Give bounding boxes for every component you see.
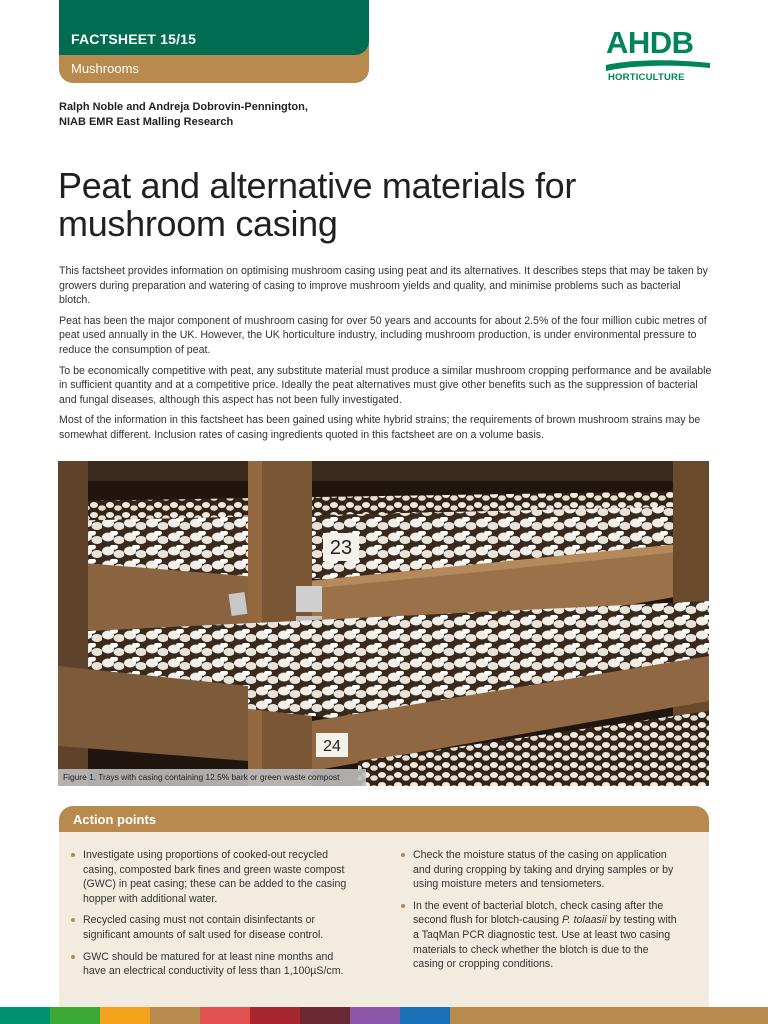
bullet-icon <box>71 918 75 922</box>
bullet-icon <box>401 853 405 857</box>
intro-paragraph: This factsheet provides information on optimising mushroom casing using peat and its alternatives. It describes steps that may be taken by growers during preparation and watering of casing to improve mushroom yields and quality, and minimise problems such as bacterial blotch. <box>59 265 708 307</box>
action-point-text: Check the moisture status of the casing on application and during cropping by taking and drying samples or by using moisture meters and tensiometers. <box>413 849 674 891</box>
action-points-heading: Action points <box>73 812 157 827</box>
color-strip-segment <box>350 1007 400 1024</box>
authors-names: Ralph Noble and Andreja Dobrovin-Pennington, <box>59 101 308 113</box>
action-points-box <box>59 806 709 1024</box>
logo-subtitle: HORTICULTURE <box>608 72 685 83</box>
action-point-text-end: by testing with a TaqMan PCR diagnostic test. Use at least two casing materials to check whether the blotch is due to the casing or cropping conditions. <box>413 914 677 971</box>
color-strip <box>0 1007 768 1024</box>
page-title <box>58 167 698 243</box>
action-points-left-column <box>69 848 351 986</box>
action-point-item <box>69 848 351 906</box>
figure-photo <box>58 461 709 786</box>
action-point-item <box>399 848 681 892</box>
bullet-icon <box>71 853 75 857</box>
tray-label-top: 23 <box>329 537 353 559</box>
title-line-1: Peat and alternative materials for <box>58 165 577 206</box>
action-point-item <box>399 899 681 972</box>
action-point-text: Investigate using proportions of cooked-out recycled casing, composted bark fines and green waste compost (GWC) in peat casing; these can be added to the casing hopper with additional water. <box>83 849 347 905</box>
pathogen-name: P. tolaasii <box>562 914 607 927</box>
action-point-text-start: In the event of bacterial blotch, check casing after the second flush for blotch-causing <box>413 899 664 927</box>
intro-text <box>59 264 714 449</box>
mushroom-trays-illustration <box>58 461 709 786</box>
factsheet-number: FACTSHEET 15/15 <box>71 31 197 47</box>
logo-swoosh-icon <box>604 59 712 73</box>
authors-affiliation: NIAB EMR East Malling Research <box>59 116 234 128</box>
factsheet-tab <box>59 0 369 83</box>
action-points-right-column <box>399 848 681 979</box>
action-point-text: Recycled casing must not contain disinfectants or significant amounts of salt used for disease control. <box>83 914 324 941</box>
color-strip-segment <box>400 1007 450 1024</box>
intro-paragraph: To be economically competitive with peat, any substitute material must produce a similar mushroom cropping performance and be available in sufficient quantity and at a competitive price. Ideally the peat alternatives must give other benefits such as the suppression of bacterial and fungal diseases, although this aspect has not been fully investigated. <box>59 364 712 406</box>
intro-paragraph: Most of the information in this factsheet has been gained using white hybrid strains; the requirements of brown mushroom strains may be somewhat different. Inclusion rates of casing ingredients quoted in this factsheet are on a volume basis. <box>59 414 701 441</box>
authors <box>59 100 308 130</box>
color-strip-segment <box>450 1007 768 1024</box>
color-strip-segment <box>50 1007 100 1024</box>
color-strip-segment <box>300 1007 350 1024</box>
bullet-icon <box>71 955 75 959</box>
figure-caption: Figure 1. Trays with casing containing 12.5% bark or green waste compost <box>58 769 366 786</box>
ahdb-logo <box>604 26 714 88</box>
action-point-text <box>413 900 677 970</box>
title-line-2: mushroom casing <box>58 203 338 244</box>
bullet-icon <box>401 904 405 908</box>
color-strip-segment <box>100 1007 150 1024</box>
intro-paragraph: Peat has been the major component of mushroom casing for over 50 years and accounts for about 2.5% of the four million cubic metres of peat used annually in the UK. However, the UK horticulture industry, including mushroom production, is under environmental pressure to reduce the consumption of peat. <box>59 314 707 356</box>
action-points-header <box>59 806 709 832</box>
action-point-item <box>69 950 351 979</box>
color-strip-segment <box>200 1007 250 1024</box>
factsheet-category: Mushrooms <box>71 61 139 76</box>
color-strip-segment <box>150 1007 200 1024</box>
tray-label-bottom: 24 <box>323 738 341 755</box>
logo-wordmark: AHDB <box>606 25 694 60</box>
action-point-item <box>69 913 351 942</box>
color-strip-segment <box>250 1007 300 1024</box>
action-point-text: GWC should be matured for at least nine months and have an electrical conductivity of less than 1,100µS/cm. <box>83 950 344 978</box>
color-strip-segment <box>0 1007 50 1024</box>
